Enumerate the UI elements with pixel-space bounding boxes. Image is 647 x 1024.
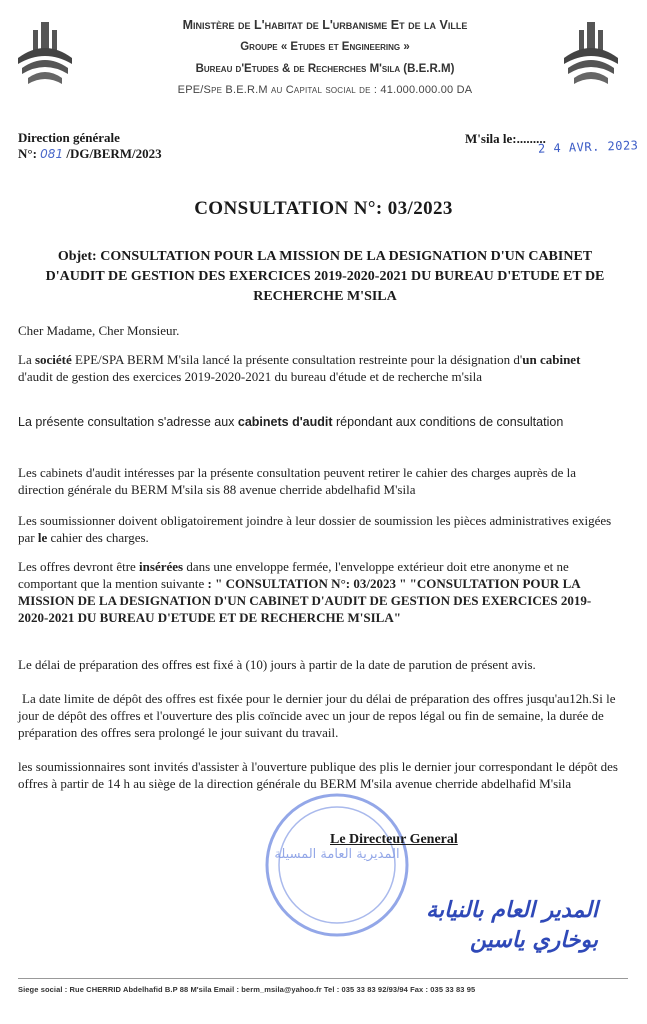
p5-text: dans une enveloppe fermée, l'enveloppe extérieur doit etre anonyme et ne comportant que la mention suivante (18, 559, 569, 591)
paragraph-3: Les cabinets d'audit intéresses par la présente consultation peuvent retirer le cahier des charges auprès de la direction générale du BERM M'sila sis 88 avenue cherride abdelhafid M'sila (18, 465, 576, 497)
ref-handwritten: 081 (40, 147, 64, 161)
date-stamp: 2 4 AVR. 2023 (537, 138, 639, 156)
header-ministry: Ministère de L'habitat de L'urbanisme Et de la Ville (182, 18, 468, 32)
p4-bold: le (37, 530, 48, 545)
p5-bold: : " CONSULTATION N°: 03/2023 " "CONSULTATION POUR LA MISSION DE LA DESIGNATION D'UN CABINET D'AUDIT DE GESTION DES EXERCICES 2019-2020-2021 DU BUREAU D'ETUDE ET DE RECHERCHE M'SILA" (18, 576, 592, 625)
signatory-title: Le Directeur General (330, 832, 458, 847)
p1-text: EPE/SPA BERM M'sila lancé la présente consultation restreinte pour la désignation d' (71, 352, 523, 367)
p1-text: d'audit de gestion des exercices 2019-2020-2021 du bureau d'étude et de recherche m'sila (18, 369, 483, 384)
p4-text: cahier des charges. (47, 530, 149, 545)
arabic-line-2: بوخاري ياسين (470, 928, 598, 953)
p1-bold: société (34, 352, 72, 367)
stamp-text: المديرية العامة المسيلة (274, 847, 400, 862)
p2-text: répondant aux conditions de consultation (332, 415, 564, 429)
official-stamp (262, 790, 412, 940)
p2-bold: cabinets d'audit (237, 415, 333, 429)
p5-text: Les offres devront être (18, 559, 140, 574)
paragraph-5 (18, 558, 618, 626)
reference-number (18, 146, 162, 162)
arabic-line-1: المدير العام بالنيابة (426, 898, 598, 923)
paragraph-6: Le délai de préparation des offres est fixé à (10) jours à partir de la date de parution de présent avis. (18, 657, 536, 672)
header-bureau: Bureau d'Etudes & de Recherches M'sila (B.E.R.M) (195, 63, 455, 75)
berm-logo-right (560, 18, 622, 90)
paragraph-7: La date limite de dépôt des offres est fixée pour le dernier jour du délai de préparation des offres jusqu'au12h.Si le jour de dépôt des offres et l'ouverture des plis coïncide avec un jour de repos légal ou fin de semaine, la durée de préparation des offres sera prolongé le jour suivant du travail. (18, 691, 616, 740)
document-title: CONSULTATION N°: 03/2023 (194, 198, 453, 219)
p1-text: La (18, 352, 35, 367)
direction-label: Direction générale (18, 130, 120, 145)
document-object: Objet: CONSULTATION POUR LA MISSION DE LA DESIGNATION D'UN CABINET D'AUDIT DE GESTION DES EXERCICES 2019-2020-2021 DU BUREAU D'ETUDE ET DE RECHERCHE M'SILA (45, 249, 605, 304)
footer-divider (18, 978, 628, 979)
greeting: Cher Madame, Cher Monsieur. (18, 323, 180, 338)
p2-text: La présente consultation s'adresse aux (18, 415, 238, 429)
paragraph-4 (18, 512, 618, 546)
berm-logo-left (14, 18, 76, 90)
footer-contact: Siege social : Rue CHERRID Abdelhafid B.P 88 M'sila Email : berm_msila@yahoo.fr Tel : 035 33 83 92/93/94 Fax : 035 33 83 95 (18, 985, 476, 994)
p1-bold: un cabinet (522, 352, 581, 367)
paragraph-1 (18, 351, 618, 385)
ref-suffix: /DG/BERM/2023 (66, 146, 162, 161)
paragraph-2 (18, 414, 618, 431)
header-capital: EPE/Spe B.E.R.M au Capital social de : 41.000.000.00 DA (177, 84, 473, 96)
header-group: Groupe « Etudes et Engineering » (240, 41, 410, 53)
p4-text: Les soumissionner doivent obligatoirement joindre à leur dossier de soumission les pièces administratives exigées par (18, 513, 612, 545)
p5-bold: insérées (139, 559, 184, 574)
ref-prefix: N°: (18, 146, 37, 161)
place-label: M'sila le:......... (465, 131, 546, 146)
paragraph-8: les soumissionnaires sont invités d'assister à l'ouverture publique des plis le dernier jour correspondant le dépôt des offres à partir de 14 h au siège de la direction générale du BERM M'sila avenue cherride abdelhafid M'sila (18, 759, 618, 791)
arabic-signature (398, 896, 598, 956)
